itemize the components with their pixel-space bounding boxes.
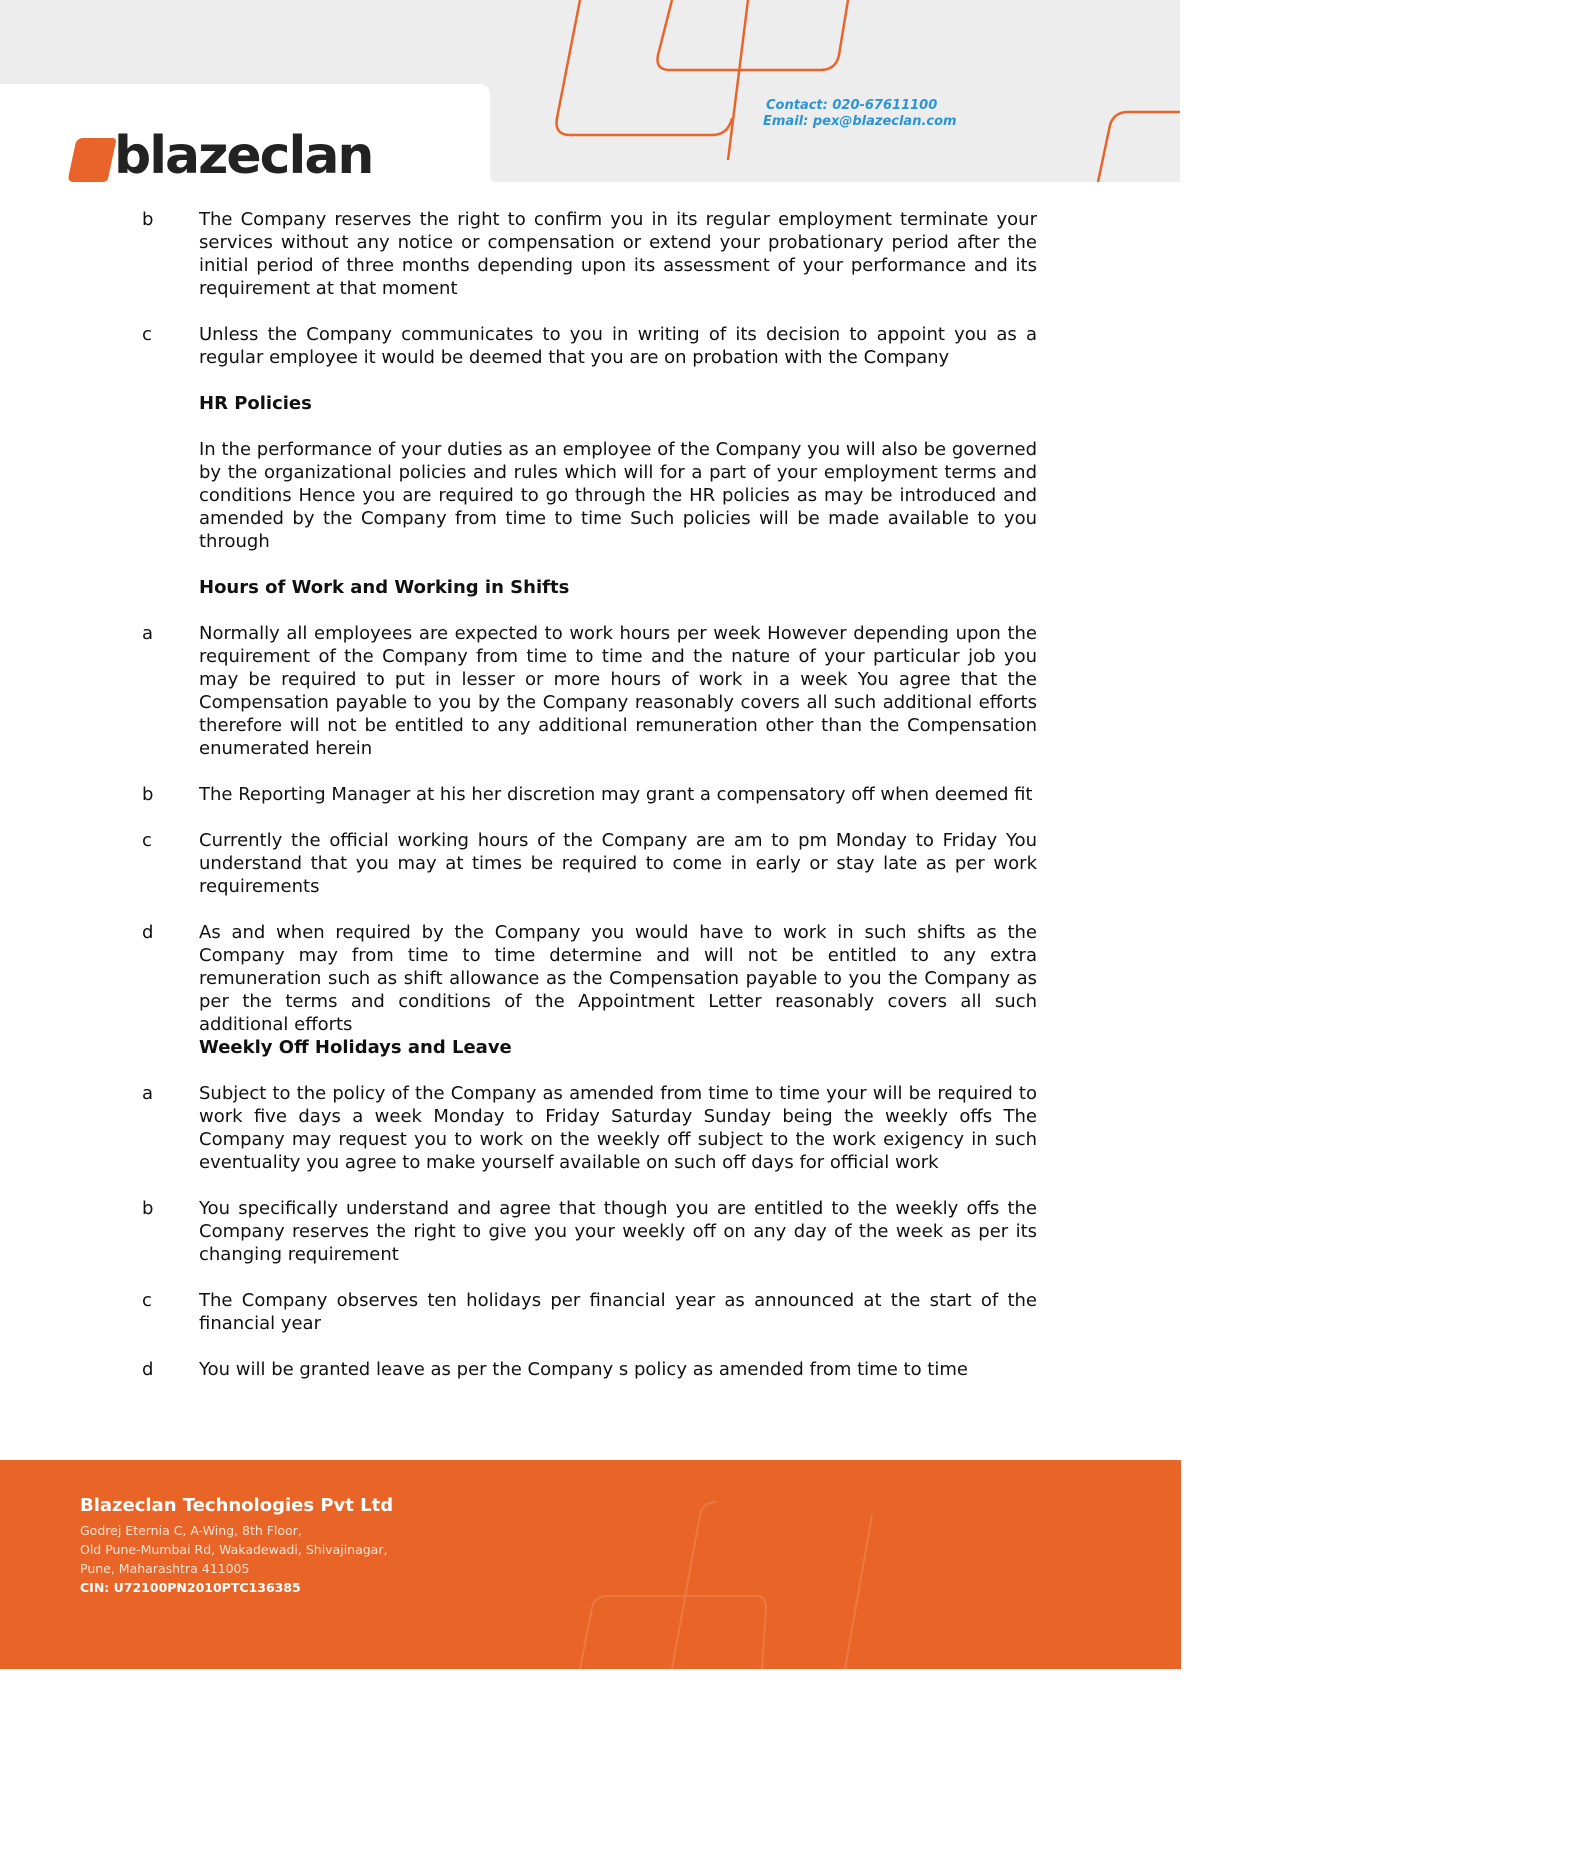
item-letter: b [142,209,154,230]
item-letter: b [142,784,154,805]
heading-hours-of-work: Hours of Work and Working in Shifts [199,577,570,598]
address-line: Old Pune-Mumbai Rd, Wakadewadi, Shivajinagar, [80,1542,388,1557]
address-line: Pune, Maharashtra 411005 [80,1561,250,1576]
item-text: In the performance of your duties as an employee of the Company you will also be governed by the organizational policies and rules which will for a part of your employment terms and conditions Hence you are required to go through the HR policies as may be introduced and amended by the Company from time to time Such policies will be made available to you through [199,439,1037,552]
item-text: As and when required by the Company you would have to work in such shifts as the Company may from time to time determine and will not be entitled to any extra remuneration such as shift allowance as the Compensation payable to you the Company as per the terms and conditions of the Appointment Letter reasonably covers all such additional efforts [199,922,1037,1035]
logo-text: blazeclan [114,126,373,186]
item-letter: a [142,623,154,644]
item-letter: c [142,324,152,345]
item-text: You specifically understand and agree that though you are entitled to the weekly offs the Company reserves the right to give you your weekly off on any day of the week as per its changing requirement [199,1198,1037,1265]
item-letter: a [142,1083,154,1104]
cin-number: CIN: U72100PN2010PTC136385 [80,1580,301,1595]
contact-phone: Contact: 020-67611100 [766,98,938,113]
item-letter: c [142,830,152,851]
item-text: Normally all employees are expected to work hours per week However depending upon the requirement of the Company from time to time and the nature of your particular job you may be required to put in lesser or more hours of work in a week You agree that the Compensation payable to you by the Company reasonably covers all such additional efforts therefore will not be entitled to any additional remuneration other than the Compensation enumerated herein [199,623,1037,759]
item-letter: d [142,922,154,943]
item-text: Currently the official working hours of the Company are am to pm Monday to Friday You understand that you may at times be required to come in early or stay late as per work requirements [199,830,1037,897]
item-text: Subject to the policy of the Company as amended from time to time your will be required to work five days a week Monday to Friday Saturday Sunday being the weekly offs The Company may request you to work on the weekly off subject to the work exigency in such eventuality you agree to make yourself available on such off days for official work [199,1083,1037,1173]
item-text: The Company observes ten holidays per financial year as announced at the start of the financial year [199,1290,1037,1334]
heading-hr-policies: HR Policies [199,393,312,414]
company-name: Blazeclan Technologies Pvt Ltd [80,1495,394,1516]
letterhead-header [0,0,1180,186]
heading-weekly-off: Weekly Off Holidays and Leave [199,1037,512,1058]
item-letter: c [142,1290,152,1311]
item-text: The Company reserves the right to confirm you in its regular employment terminate your services without any notice or compensation or extend your probationary period after the initial period of three months depending upon its assessment of your performance and its requirement at that moment [199,209,1037,299]
item-text: Unless the Company communicates to you in writing of its decision to appoint you as a regular employee it would be deemed that you are on probation with the Company [199,324,1037,368]
item-letter: d [142,1359,154,1380]
item-text: You will be granted leave as per the Company s policy as amended from time to time [199,1359,968,1380]
contact-info [763,98,957,130]
address-line: Godrej Eternia C, A-Wing, 8th Floor, [80,1523,302,1538]
contact-email: Email: pex@blazeclan.com [763,114,957,129]
item-text: The Reporting Manager at his her discretion may grant a compensatory off when deemed fit [199,784,1033,805]
item-letter: b [142,1198,154,1219]
letterhead-footer [0,1460,1181,1669]
